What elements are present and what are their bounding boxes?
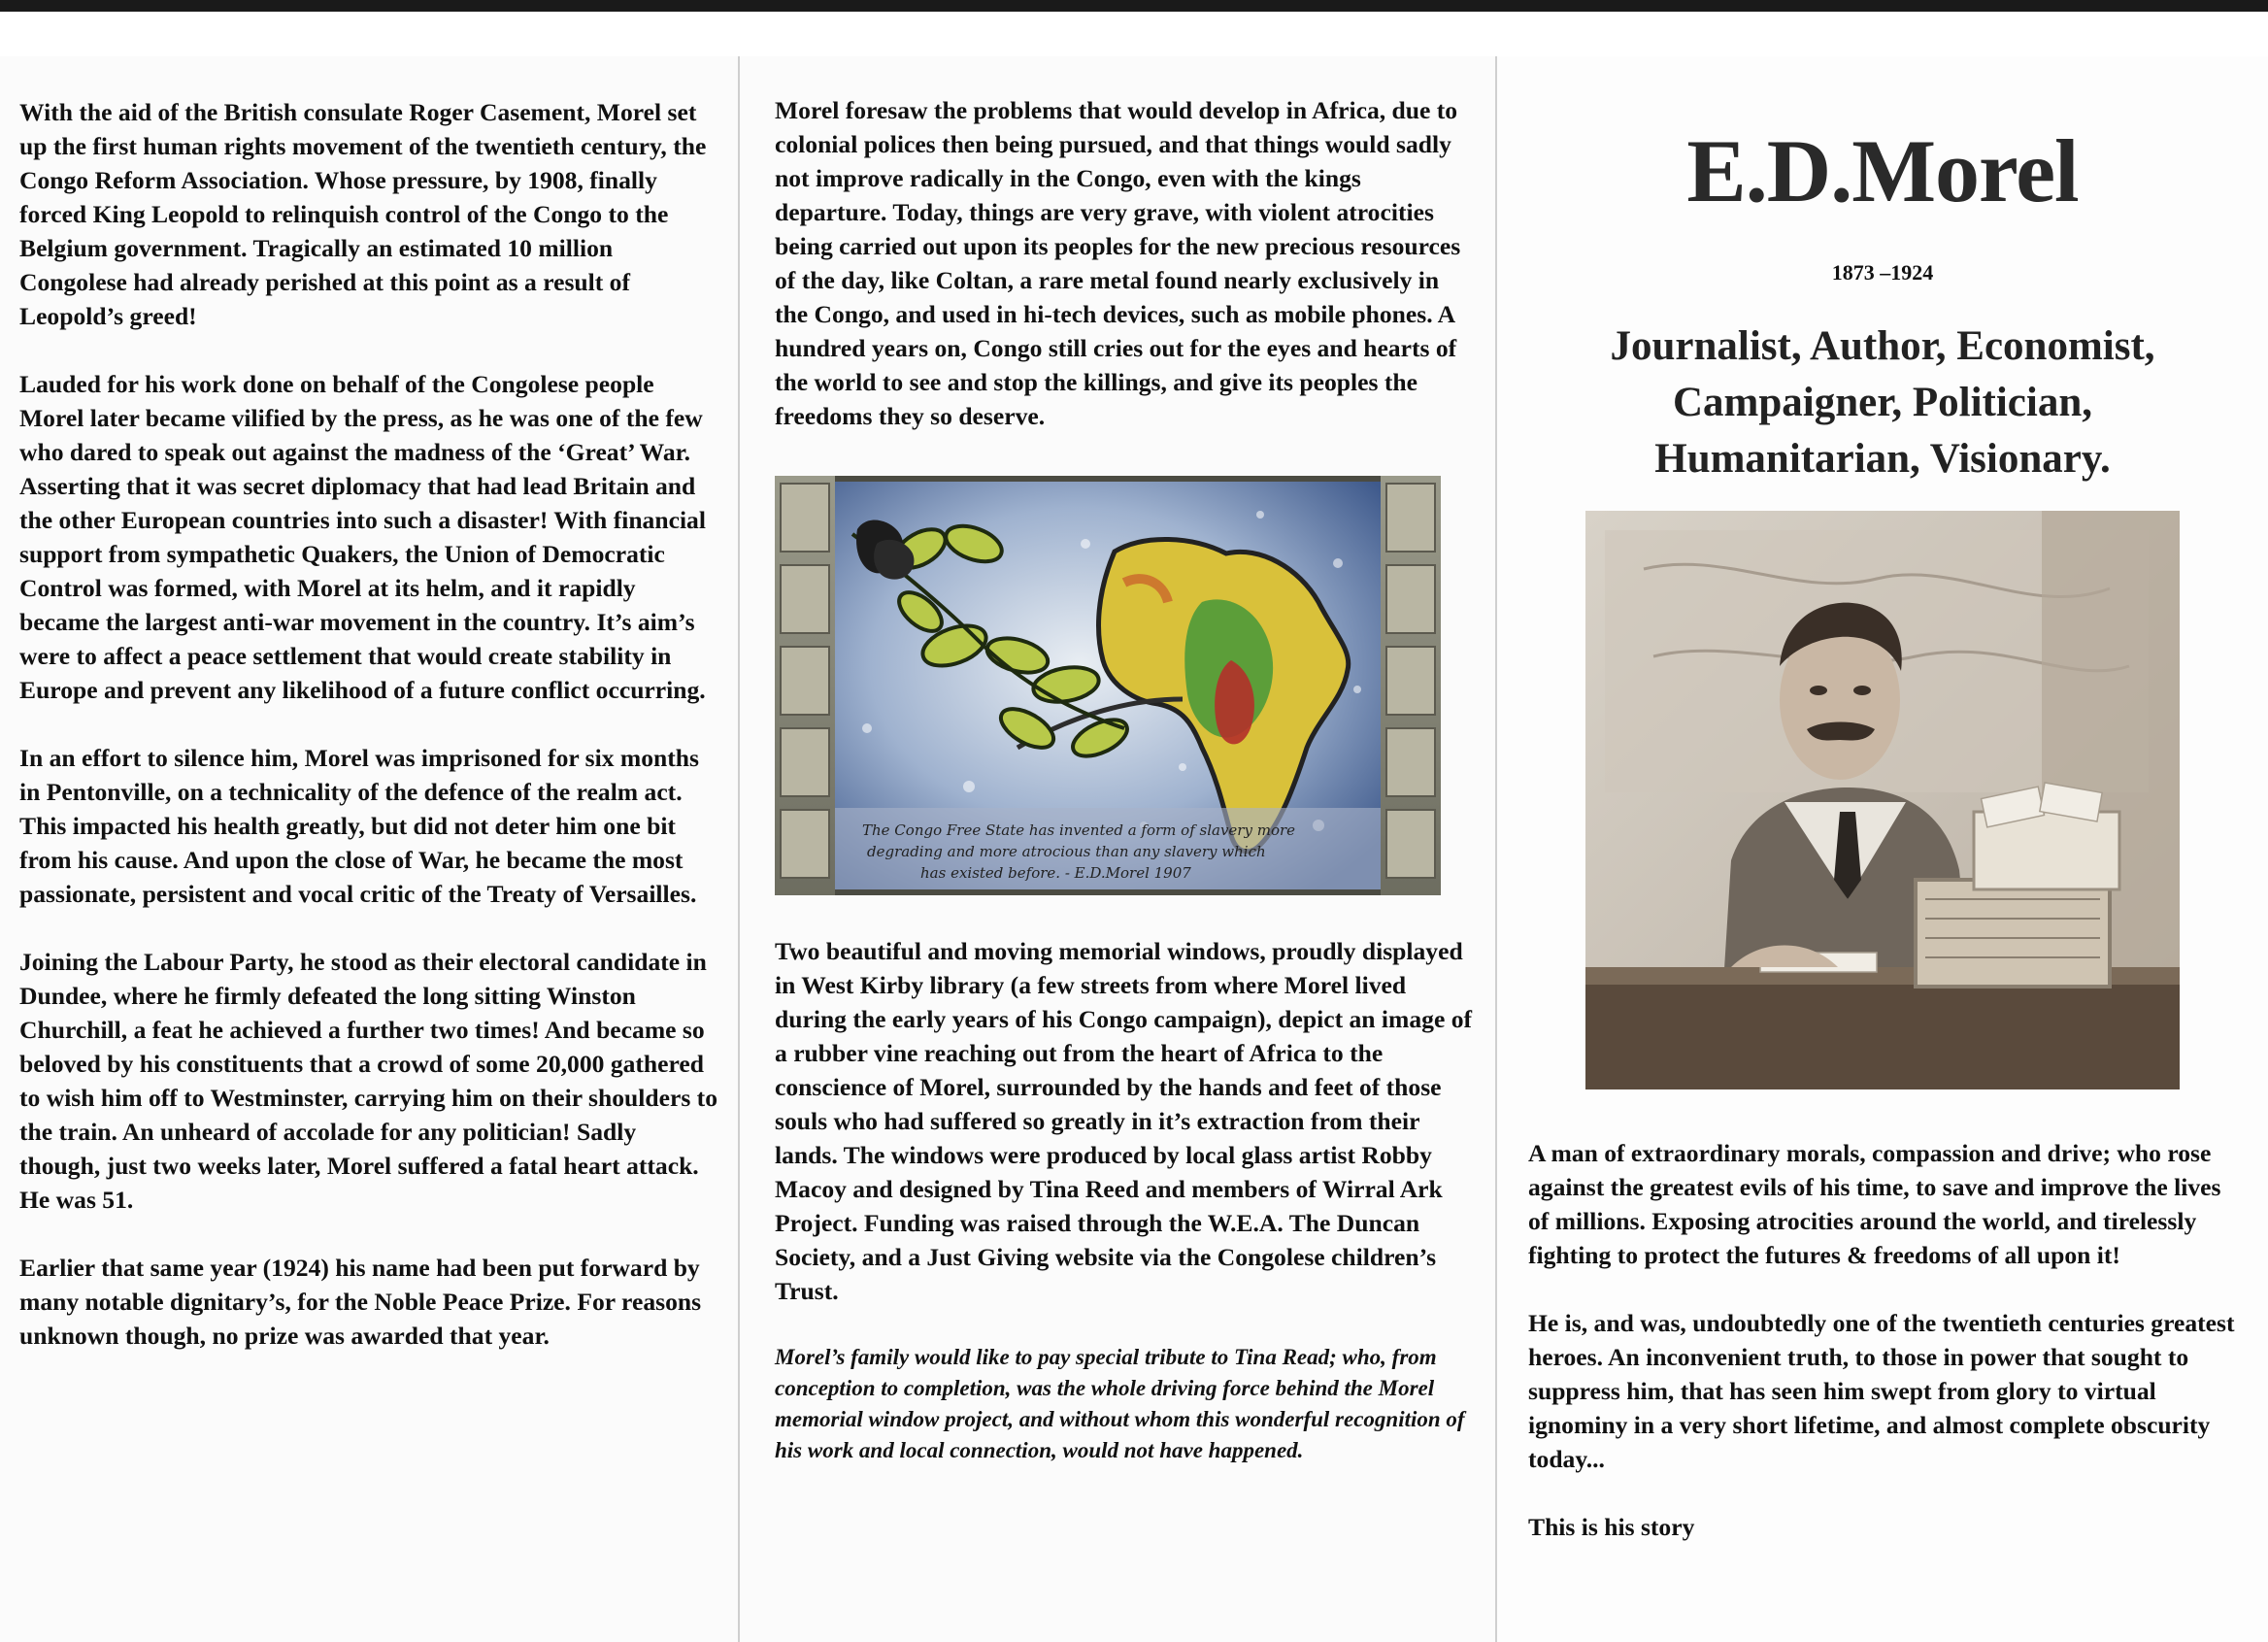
paragraph-tribute: Morel’s family would like to pay special tribute to Tina Read; who, from conception to completion, was the whole driving force behind the Morel memorial window project, and without whom this wonderful recognition of his work and local connection, would not have happened.: [775, 1345, 1465, 1462]
paragraph-description: A man of extraordinary morals, compassion and drive; who rose against the greatest evils of his time, to save and improve the lives of millions. Exposing atrocities around the world, and tirelessly fighting to protect the futures & freedoms of all upon it!: [1528, 1139, 2221, 1269]
cover-text: [1526, 1136, 2239, 1544]
leaflet-panel-cover: [1495, 56, 2268, 1642]
story-line: This is his story: [1528, 1513, 1695, 1541]
window-quote-line-1: The Congo Free State has invented a form of slavery more: [862, 821, 1296, 839]
leaflet-panel-middle: [738, 56, 1495, 1642]
window-quote-line-2: degrading and more atrocious than any slavery which: [867, 843, 1266, 860]
scan-top-edge: [0, 0, 2268, 56]
page-title: E.D.Morel: [1686, 121, 2079, 220]
paragraph-nobel: Earlier that same year (1924) his name had been put forward by many notable dignitary’s, for the Noble Peace Prize. For reasons unknown though, no prize was awarded that year.: [19, 1254, 702, 1350]
life-years: 1873 –1924: [1831, 260, 1934, 285]
roles-list: [1526, 318, 2239, 487]
roles-line-2: Campaigner, Politician,: [1673, 380, 2092, 425]
paragraph-casement: With the aid of the British consulate Roger Casement, Morel set up the first human rights movement of the twentieth century, the Congo Reform Association. Whose pressure, by 1908, finally forced King Leopold to relinquish control of the Congo to the Belgium government. Tragically an estimated 10 million Congolese had already perished at this point as a result of Leopold’s greed!: [19, 98, 707, 330]
paragraph-hero: He is, and was, undoubtedly one of the twentieth centuries greatest heroes. An inconvenient truth, to those in power that sought to suppress him, that has seen him swept from glory to virtual ignominy in a very short lifetime, and almost complete obscurity today...: [1528, 1309, 2235, 1473]
portrait-photo: [1585, 511, 2180, 1089]
paragraph-memorial-windows: Two beautiful and moving memorial windows, proudly displayed in West Kirby library (a few streets from where Morel lived during the early years of his Congo campaign), depict an image of a rubber vine reaching out from the heart of Africa to the conscience of Morel, surrounded by the hands and feet of those souls who had suffered so greatly in it’s extraction from their lands. The windows were produced by local glass artist Robby Macoy and designed by Tina Reed and members of Wirral Ark Project. Funding was raised through the W.E.A. The Duncan Society, and a Just Giving website via the Congolese children’s Trust.: [775, 937, 1473, 1305]
paragraph-foresaw: Morel foresaw the problems that would develop in Africa, due to colonial polices then being pursued, and that things would sadly not improve radically in the Congo, even with the kings departure. Today, things are very grave, with violent atrocities being carried out upon its peoples for the new precious resources of the day, like Coltan, a rare metal found nearly exclusively in the Congo, and used in hi-tech devices, such as mobile phones. A hundred years on, Congo still cries out for the eyes and hearts of the world to see and stop the killings, and give its peoples the freedoms they so deserve.: [775, 96, 1461, 430]
scan-shadow: [0, 0, 2268, 12]
memorial-window-image: [775, 476, 1441, 895]
paragraph-prison: In an effort to silence him, Morel was imprisoned for six months in Pentonville, on a technicality of the defence of the realm act. This impacted his health greatly, but did not deter him one bit from his cause. And upon the close of War, he became the most passionate, persistent and vocal critic of the Treaty of Versailles.: [19, 744, 700, 908]
roles-line-1: Journalist, Author, Economist,: [1610, 323, 2155, 369]
paragraph-war: Lauded for his work done on behalf of the Congolese people Morel later became vilified by the press, as he was one of the few who dared to speak out against the madness of the ‘Great’ War. Asserting that it was secret diplomacy that had lead Britain and the other European countries into such a disaster! With financial support from sympathetic Quakers, the Union of Democratic Control was formed, with Morel at its helm, and it rapidly became the largest anti-war movement in the country. It’s aim’s were to affect a peace settlement that would create stability in Europe and prevent any likelihood of a future conflict occurring.: [19, 370, 706, 704]
paragraph-labour: Joining the Labour Party, he stood as their electoral candidate in Dundee, where he firmly defeated the long sitting Winston Churchill, a feat he achieved a further two times! And became so beloved by his constituents that a crowd of some 20,000 gathered to wish him off to Westminster, carrying him on their shoulders to the train. An unheard of accolade for any politician! Sadly though, just two weeks later, Morel suffered a fatal heart attack. He was 51.: [19, 948, 717, 1214]
leaflet-panel-left: [0, 56, 738, 1642]
roles-line-3: Humanitarian, Visionary.: [1654, 436, 2111, 482]
window-quote-line-3: has existed before. - E.D.Morel 1907: [920, 864, 1191, 882]
